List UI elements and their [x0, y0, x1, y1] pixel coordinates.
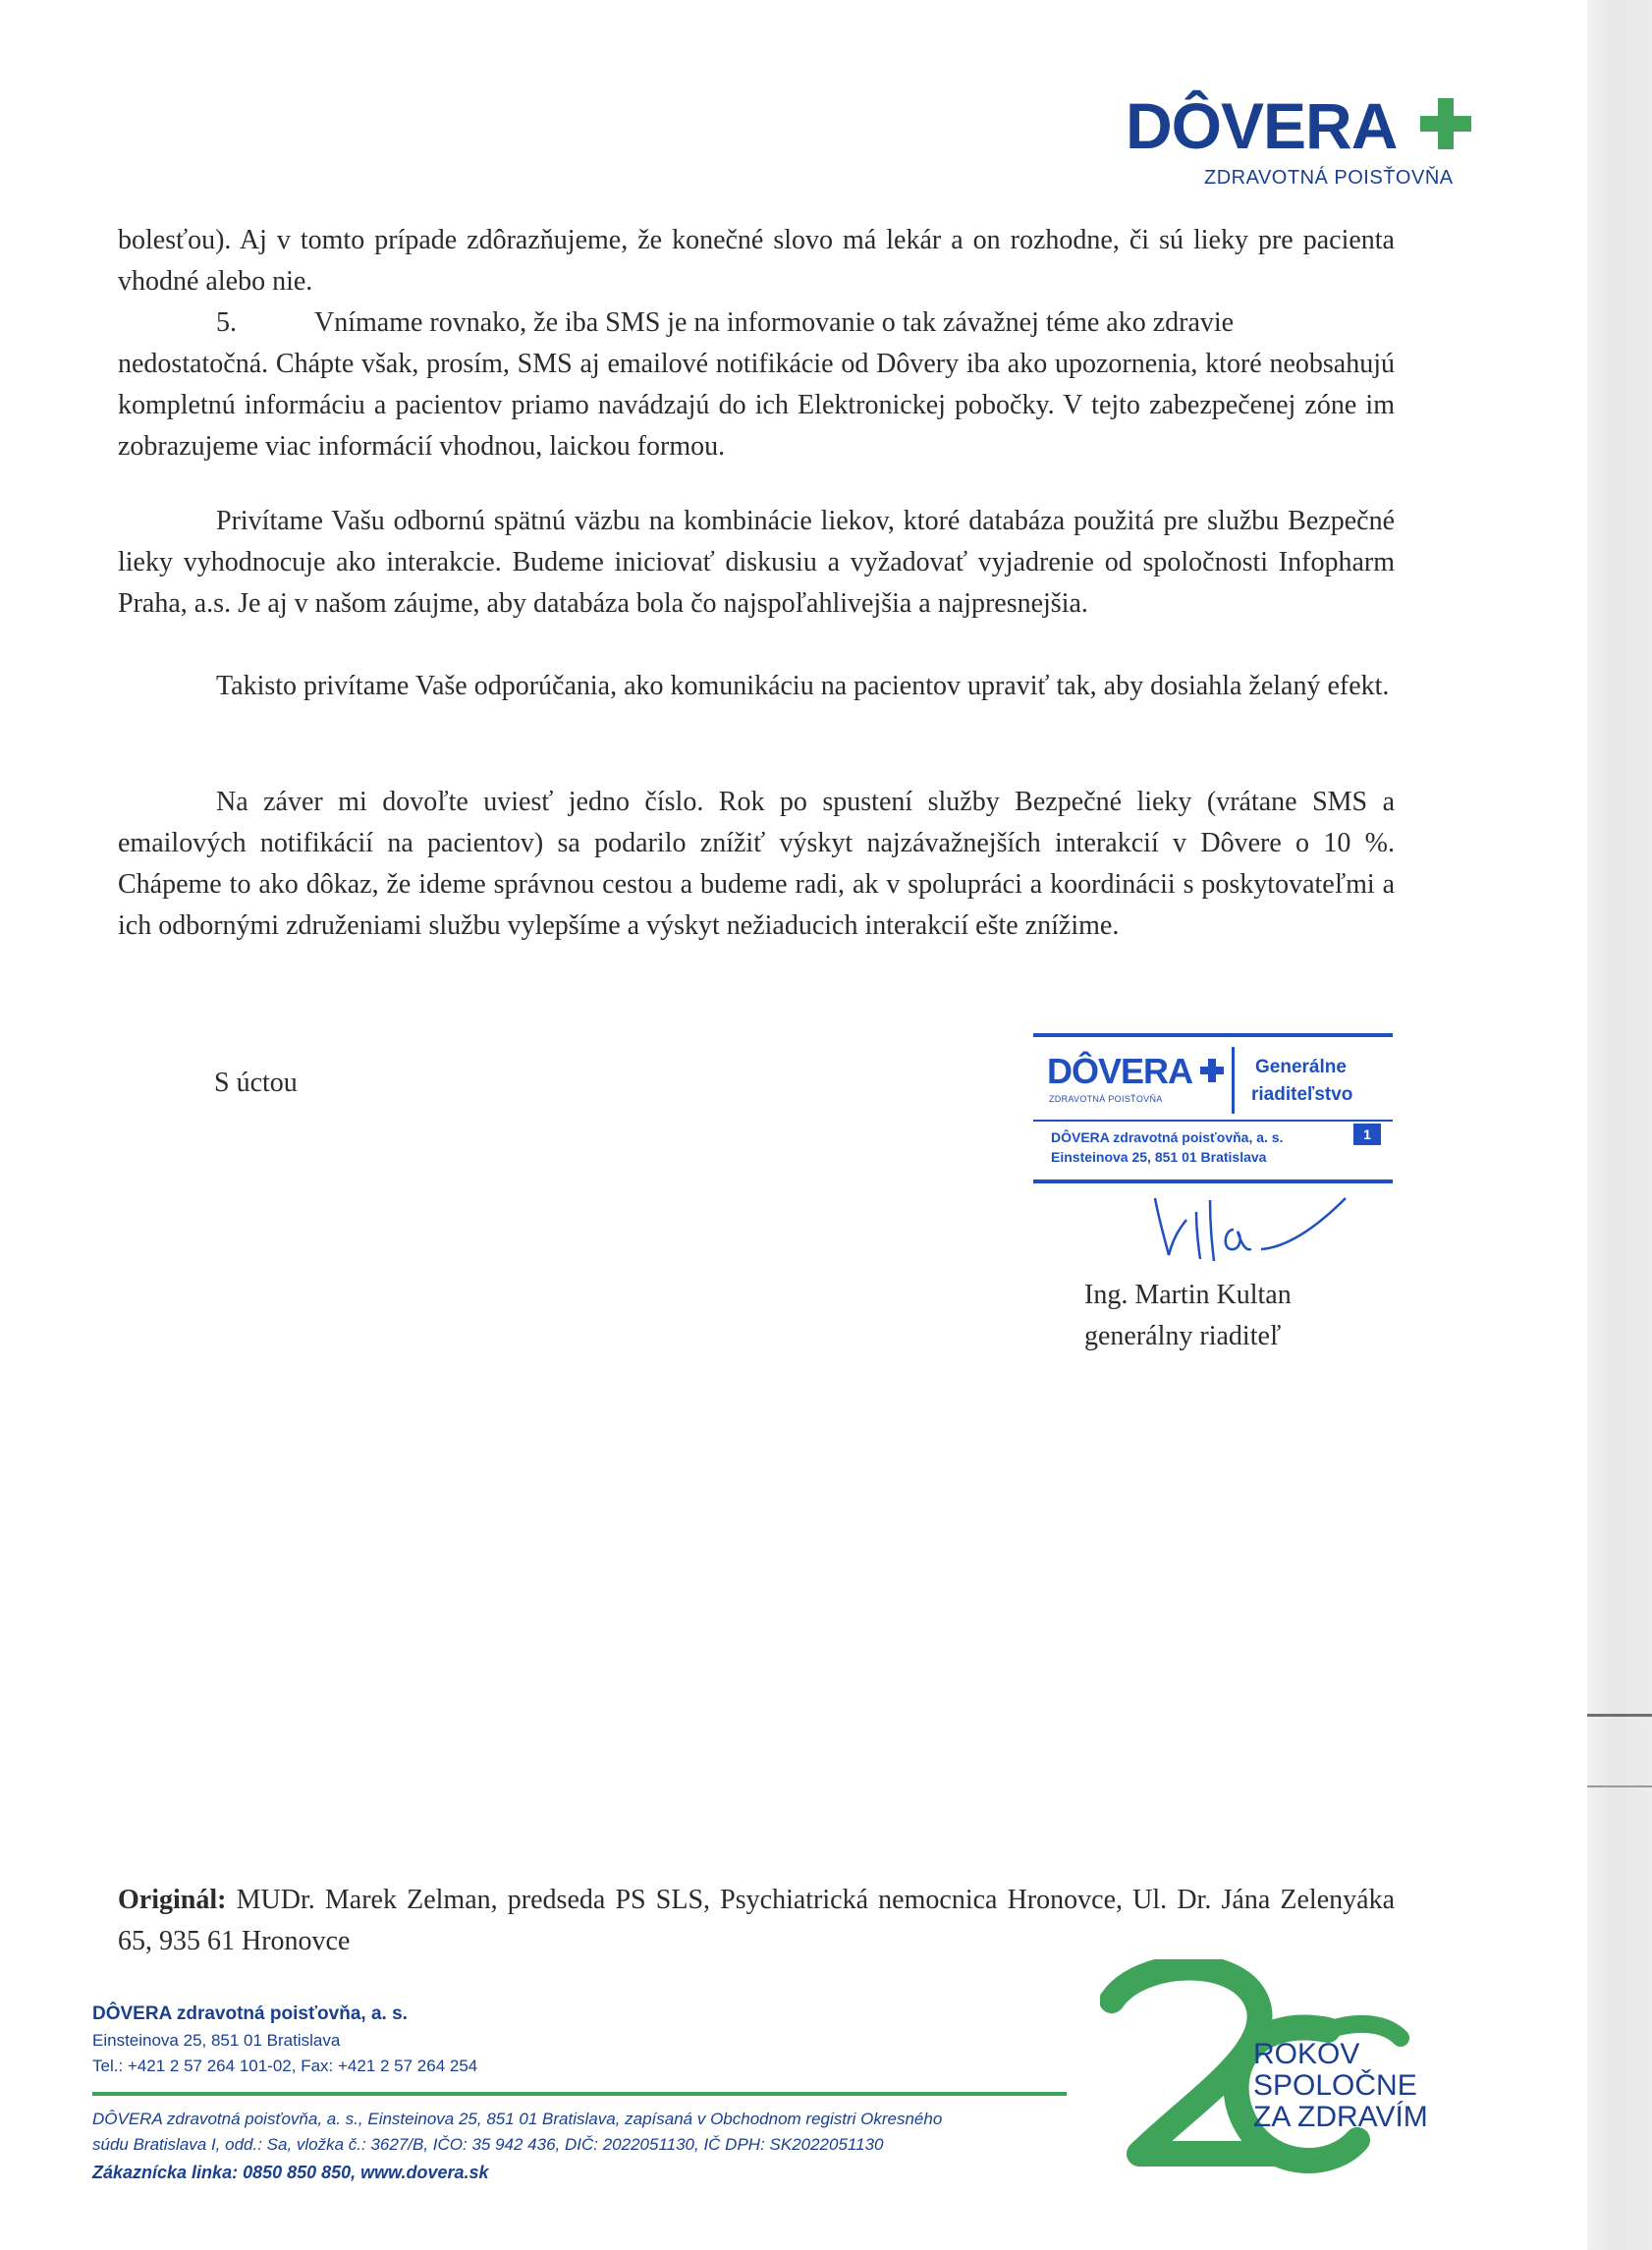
point-5-first-text: Vnímame rovnako, že iba SMS je na informovanie o tak závažnej téme ako zdravie	[314, 307, 1235, 338]
paragraph-continuation: bolesťou). Aj v tomto prípade zdôrazňujeme, že konečné slovo má lekár a on rozhodne, či sú lieky pre pacienta vhodné alebo nie.	[118, 225, 1395, 297]
point-number: 5.	[216, 307, 237, 338]
anniversary-line3: ZA ZDRAVÍM	[1253, 2101, 1428, 2133]
footer-divider	[92, 2092, 1067, 2096]
stamp-divider	[1232, 1047, 1235, 1114]
stamp-number-badge: 1	[1353, 1124, 1381, 1145]
scan-edge-line	[1587, 1785, 1652, 1787]
stamp-logo-subtitle: ZDRAVOTNÁ POISŤOVŇA	[1049, 1094, 1163, 1104]
plus-icon	[1200, 1059, 1224, 1082]
paragraph-final: Na záver mi dovoľte uviesť jedno číslo. Rok po spustení služby Bezpečné lieky (vrátane SMS a emailových notifikácií na pacientov) sa podarilo znížiť výskyt najzávažnejších interakcií v Dôvere o 10 %. Chápeme to ako dôkaz, že ideme správnou cestou a budeme radi, ak v spolupráci a koordinácii s poskytovateľmi a ich odbornými združeniami službu vylepšíme a výskyt nežiaducich interakcií ešte znížime.	[118, 787, 1395, 941]
paragraph-feedback: Privítame Vašu odbornú spätnú väzbu na kombinácie liekov, ktoré databáza použitá pre službu Bezpečné lieky vyhodnocuje ako interakcie. Budeme iniciovať diskusiu a vyžadovať vyjadrenie od spoločnosti Infopharm Praha, a.s. Je aj v našom záujme, aby databáza bola čo najspoľahlivejšia a najpresnejšia.	[118, 506, 1395, 619]
dovera-logo	[1120, 86, 1483, 194]
company-stamp	[1033, 1033, 1393, 1183]
signer-name: Ing. Martin Kultan	[1084, 1280, 1292, 1310]
paragraph-point-5	[118, 302, 1395, 467]
stamp-logo: DÔVERA	[1047, 1051, 1193, 1091]
signer-block	[1084, 1275, 1292, 1357]
footer-phone: Tel.: +421 2 57 264 101-02, Fax: +421 2 57 264 254	[92, 2057, 478, 2075]
stamp-title-line2: riaditeľstvo	[1251, 1084, 1353, 1105]
scan-edge-line	[1587, 1714, 1652, 1717]
point-5-rest: nedostatočná. Chápte však, prosím, SMS aj emailové notifikácie od Dôvery iba ako upozornenia, ktoré neobsahujú kompletnú informáciu a pacientov priamo navádzajú do ich Elektronickej pobočky. V tejto zabezpečenej zóne im zobrazujeme viac informácií vhodnou, laickou formou.	[118, 349, 1395, 462]
logo-subtitle: ZDRAVOTNÁ POISŤOVŇA	[1204, 167, 1454, 189]
anniversary-line1: ROKOV	[1253, 2038, 1360, 2070]
stamp-divider	[1033, 1120, 1393, 1122]
signer-role: generálny riaditeľ	[1084, 1321, 1282, 1351]
stamp-address: Einsteinova 25, 851 01 Bratislava	[1051, 1149, 1267, 1165]
logo-wordmark: DÔVERA	[1126, 89, 1398, 162]
stamp-company: DÔVERA zdravotná poisťovňa, a. s.	[1051, 1129, 1284, 1145]
footer-legal-line1: DÔVERA zdravotná poisťovňa, a. s., Einsteinova 25, 851 01 Bratislava, zapísaná v Obchodnom registri Okresného	[92, 2110, 943, 2128]
footer-legal-line2: súdu Bratislava I, odd.: Sa, vložka č.: 3627/B, IČO: 35 942 436, DIČ: 2022051130, IČ DPH: SK2022051130	[92, 2135, 884, 2154]
original-recipient	[118, 1880, 1395, 1962]
anniversary-line2: SPOLOČNE	[1253, 2069, 1417, 2102]
footer-company: DÔVERA zdravotná poisťovňa, a. s.	[92, 2003, 408, 2024]
stamp-title-line1: Generálne	[1255, 1057, 1347, 1077]
point-5-first-line	[118, 302, 1395, 344]
greeting: S úctou	[214, 1068, 298, 1098]
footer-address: Einsteinova 25, 851 01 Bratislava	[92, 2031, 341, 2050]
paragraph-recommendations: Takisto privítame Vaše odporúčania, ako komunikáciu na pacientov upraviť tak, aby dosiahla želaný efekt.	[216, 671, 1390, 701]
scan-edge-shadow	[1587, 0, 1652, 2250]
handwritten-signature	[1139, 1190, 1355, 1279]
original-text: MUDr. Marek Zelman, predseda PS SLS, Psychiatrická nemocnica Hronovce, Ul. Dr. Jána Zelenyáka 65, 935 61 Hronovce	[118, 1885, 1395, 1956]
plus-icon	[1420, 98, 1471, 149]
footer-hotline: Zákaznícka linka: 0850 850 850, www.dovera.sk	[92, 2163, 489, 2182]
original-label: Originál:	[118, 1885, 227, 1915]
